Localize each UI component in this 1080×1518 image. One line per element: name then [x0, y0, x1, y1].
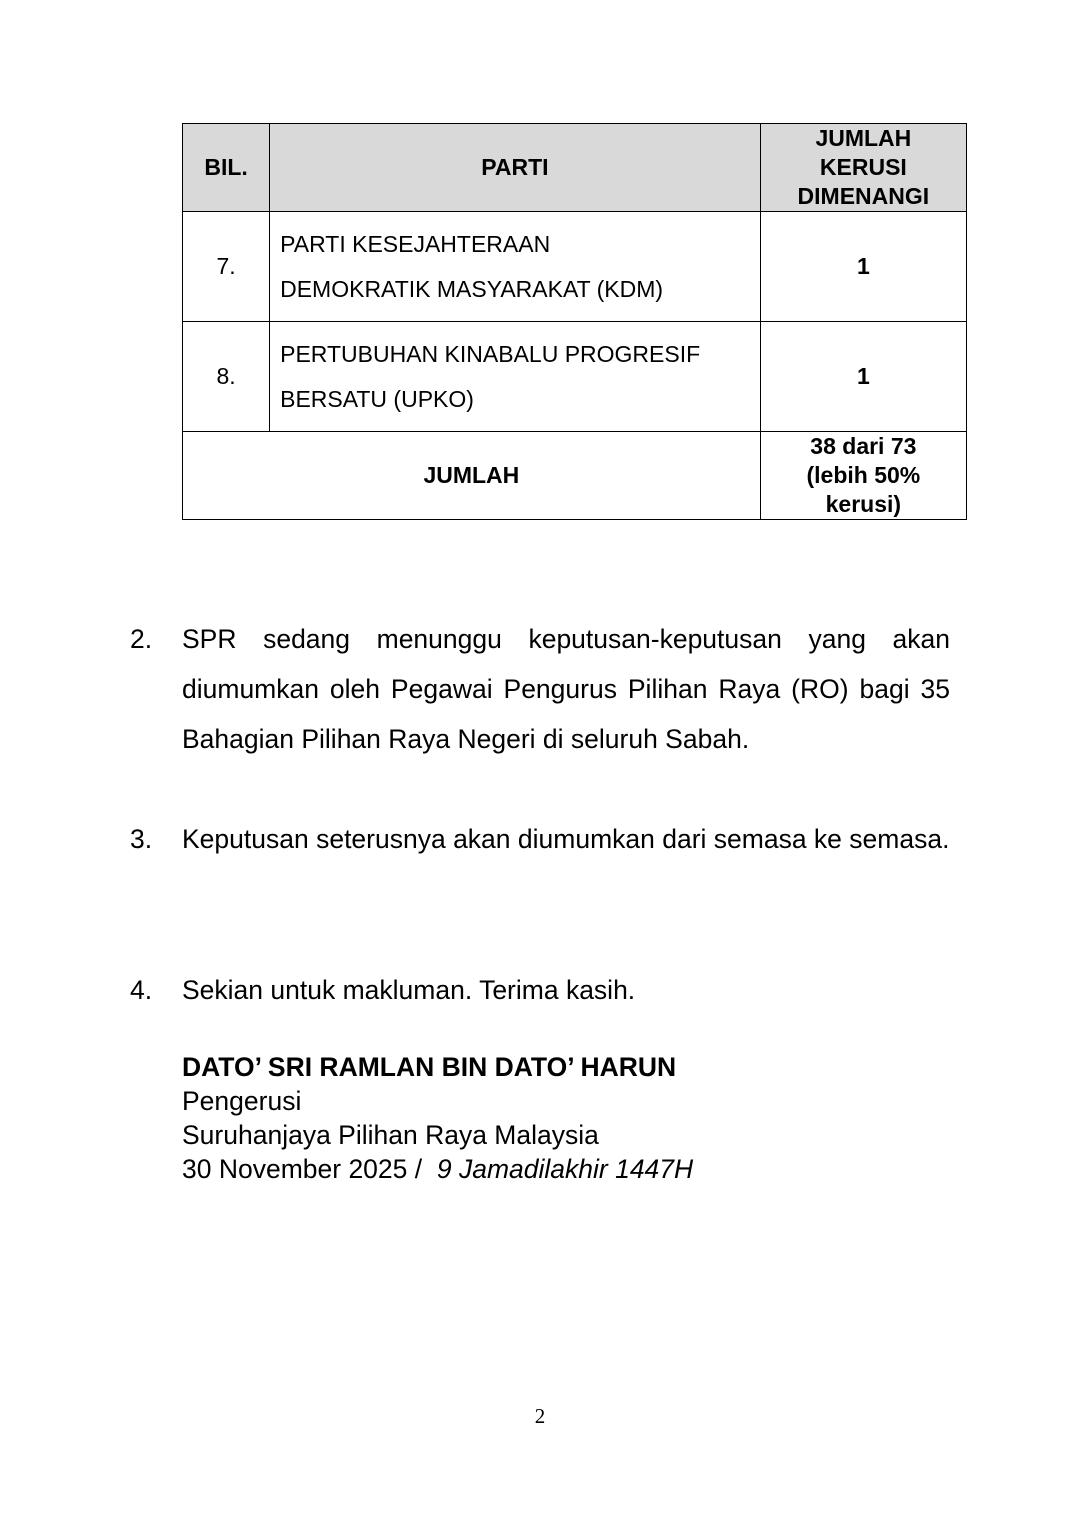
row-parti: [270, 322, 761, 432]
total-value: [760, 432, 966, 520]
results-table: [182, 123, 967, 520]
total-label: JUMLAH: [183, 432, 761, 520]
signatory-name: DATO’ SRI RAMLAN BIN DATO’ HARUN: [182, 1052, 677, 1082]
paragraph-3: [130, 814, 950, 864]
row-parti: [270, 212, 761, 322]
table-header-row: [183, 124, 967, 212]
paragraph-2: [130, 614, 950, 764]
table-total-row: [183, 432, 967, 520]
header-jumlah: [760, 124, 966, 212]
signature-hijri-date: 9 Jamadilakhir 1447H: [436, 1154, 694, 1184]
total-value-line: (lebih 50%: [806, 462, 921, 488]
header-jumlah-line: KERUSI: [819, 154, 907, 180]
paragraph-number: 3.: [130, 824, 153, 854]
row-parti-line: DEMOKRATIK MASYARAKAT (KDM): [280, 275, 664, 302]
paragraph-number: 4.: [130, 975, 153, 1005]
row-parti-line: PARTI KESEJAHTERAAN: [280, 230, 551, 257]
paragraph-text: Sekian untuk makluman. Terima kasih.: [182, 975, 636, 1005]
signature-date: 30 November 2025 /: [182, 1154, 423, 1184]
row-seats: 1: [760, 212, 966, 322]
paragraph-text: Keputusan seterusnya akan diumumkan dari semasa ke semasa.: [182, 824, 950, 854]
row-bil: 8.: [183, 322, 270, 432]
table-row: [183, 212, 967, 322]
table-row: [183, 322, 967, 432]
total-value-line: kerusi): [825, 491, 902, 517]
page-number: 2: [534, 1404, 546, 1428]
signatory-organization: Suruhanjaya Pilihan Raya Malaysia: [182, 1120, 599, 1150]
header-jumlah-line: JUMLAH: [815, 125, 912, 151]
paragraph-text: SPR sedang menunggu keputusan-keputusan yang akan diumumkan oleh Pegawai Pengurus Pilihan Raya (RO) bagi 35 Bahagian Pilihan Raya Negeri di seluruh Sabah.: [182, 624, 950, 754]
paragraph-number: 2.: [130, 624, 153, 654]
row-parti-line: PERTUBUHAN KINABALU PROGRESIF: [280, 340, 701, 367]
header-bil: BIL.: [183, 124, 270, 212]
header-parti: PARTI: [270, 124, 761, 212]
signature-block: [182, 1050, 693, 1186]
header-jumlah-line: DIMENANGI: [797, 183, 930, 209]
paragraph-4: [130, 965, 950, 1015]
total-value-line: 38 dari 73: [810, 433, 917, 459]
row-seats: 1: [760, 322, 966, 432]
signature-date-line: [182, 1152, 693, 1186]
row-parti-line: BERSATU (UPKO): [280, 385, 474, 412]
row-bil: 7.: [183, 212, 270, 322]
signatory-title: Pengerusi: [182, 1086, 302, 1116]
